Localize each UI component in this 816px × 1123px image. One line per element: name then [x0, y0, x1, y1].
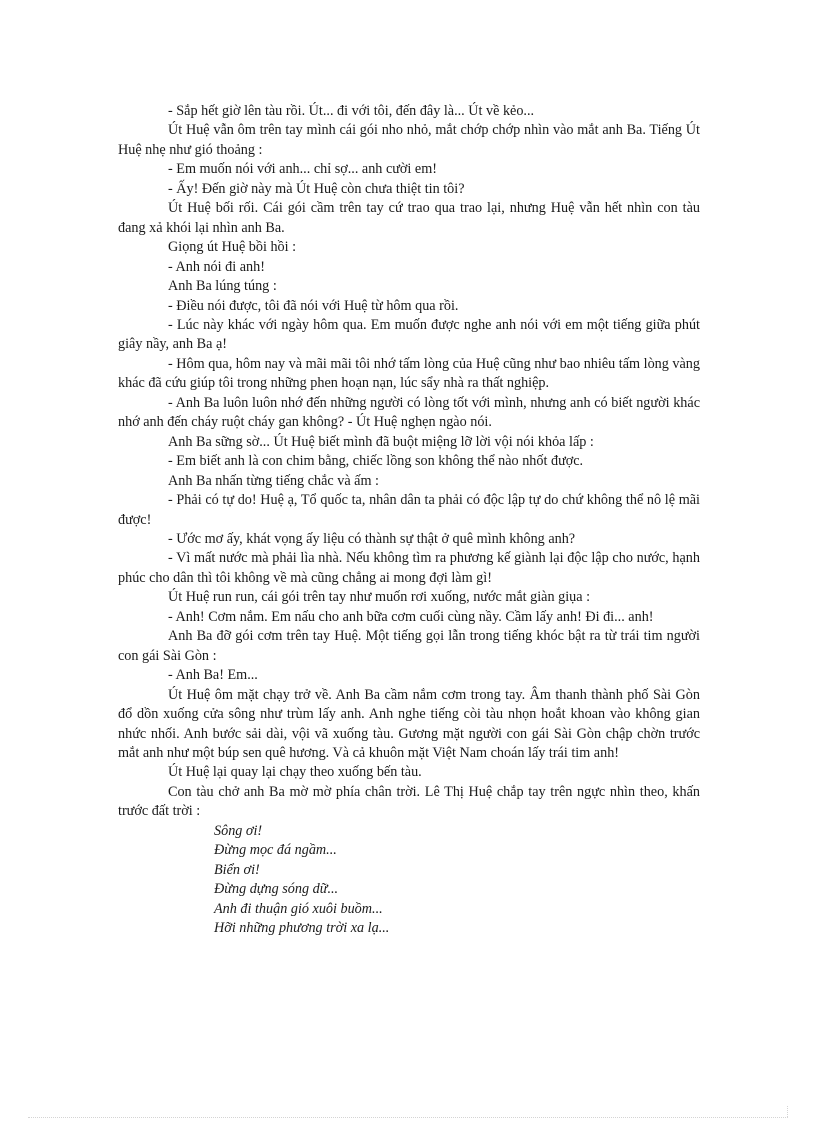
paragraph-23: Út Huệ ôm mặt chạy trở về. Anh Ba cầm nắm cơm trong tay. Âm thanh thành phố Sài Gòn đổ dồn xuống cửa sông như trùm lấy anh. Anh nghe tiếng còi tàu nhọn hoắt khoan vào không gian nhức nhối. Anh bước sải dài, vội vã xuống tàu. Gương mặt người con gái Sài Gòn chập chờn trước mắt anh như một búp sen quê hương. Và cả khuôn mặt Việt Nam choán lấy trái tim anh!: [118, 686, 700, 761]
paragraph-17: - Ước mơ ấy, khát vọng ấy liệu có thành sự thật ở quê mình không anh?: [168, 530, 576, 547]
poem-line-5: Anh đi thuận gió xuôi buồm...: [214, 900, 383, 917]
paragraph-20: - Anh! Cơm nắm. Em nấu cho anh bữa cơm cuối cùng nầy. Cầm lấy anh! Đi đi... anh!: [168, 608, 654, 625]
paragraph-15: Anh Ba nhấn từng tiếng chắc và ấm :: [168, 472, 379, 489]
poem-block: [214, 822, 700, 939]
poem-line-2: Đừng mọc đá ngầm...: [214, 842, 337, 859]
paragraph-9: - Điều nói được, tôi đã nói với Huệ từ hôm qua rồi.: [168, 297, 459, 314]
paragraph-14: - Em biết anh là con chim bằng, chiếc lồng son không thể nào nhốt được.: [168, 453, 584, 470]
paragraph-6: Giọng út Huệ bồi hồi :: [168, 239, 297, 256]
paragraph-12: - Anh Ba luôn luôn nhớ đến những người có lòng tốt với mình, nhưng anh có biết người khác nhớ anh đến cháy ruột cháy gan không? - Út Huệ nghẹn ngào nói.: [118, 394, 700, 431]
paragraph-16: - Phải có tự do! Huệ ạ, Tổ quốc ta, nhân dân ta phải có độc lập tự do chứ không thể nô lệ mãi được!: [118, 492, 700, 528]
paragraph-13: Anh Ba sững sờ... Út Huệ biết mình đã buột miệng lỡ lời vội nói khỏa lấp :: [168, 433, 594, 450]
page-corner-mark: [787, 1106, 788, 1117]
paragraph-2: Út Huệ vẫn ôm trên tay mình cái gói nho nhỏ, mắt chớp chớp nhìn vào mắt anh Ba. Tiếng Út Huệ nhẹ như gió thoảng :: [118, 122, 700, 158]
paragraph-1: - Sắp hết giờ lên tàu rồi. Út... đi với tôi, đến đây là... Út về kẻo...: [168, 103, 535, 119]
paragraph-18: - Vì mất nước mà phải lìa nhà. Nếu không tìm ra phương kế giành lại độc lập cho nước, hạnh phúc cho dân thì tôi không về mà cũng chẳng ai mong đợi làm gì!: [118, 550, 700, 586]
paragraph-22: - Anh Ba! Em...: [168, 667, 258, 684]
paragraph-8: Anh Ba lúng túng :: [168, 278, 277, 295]
paragraph-11: - Hôm qua, hôm nay và mãi mãi tôi nhớ tấm lòng của Huệ cũng như bao nhiêu tấm lòng vàng khác đã cứu giúp tôi trong những phen hoạn nạn, lúc sẩy nhà ra thất nghiệp.: [118, 355, 700, 392]
paragraph-4: - Ấy! Đến giờ này mà Út Huệ còn chưa thiệt tin tôi?: [168, 180, 465, 197]
paragraph-25: Con tàu chở anh Ba mờ mờ phía chân trời. Lê Thị Huệ chắp tay trên ngực nhìn theo, khấn trước đất trời :: [118, 783, 700, 820]
poem-line-6: Hỡi những phương trời xa lạ...: [214, 920, 390, 937]
page-bottom-border: [28, 1117, 788, 1118]
paragraph-5: Út Huệ bối rối. Cái gói cầm trên tay cứ trao qua trao lại, nhưng Huệ vẫn hết nhìn con tàu đang xả khói lại nhìn anh Ba.: [118, 200, 700, 236]
document-body: [118, 102, 700, 938]
paragraph-3: - Em muốn nói với anh... chỉ sợ... anh cười em!: [168, 161, 437, 178]
poem-line-1: Sông ơi!: [214, 822, 263, 839]
paragraph-24: Út Huệ lại quay lại chạy theo xuống bến tàu.: [168, 764, 422, 781]
poem-line-4: Đừng dựng sóng dữ...: [214, 881, 339, 898]
paragraph-21: Anh Ba đỡ gói cơm trên tay Huệ. Một tiếng gọi lẫn trong tiếng khóc bật ra từ trái tim người con gái Sài Gòn :: [118, 628, 700, 664]
paragraph-19: Út Huệ run run, cái gói trên tay như muốn rơi xuống, nước mắt giàn giụa :: [168, 589, 591, 606]
poem-line-3: Biển ơi!: [214, 861, 260, 878]
paragraph-7: - Anh nói đi anh!: [168, 258, 265, 275]
paragraph-10: - Lúc này khác với ngày hôm qua. Em muốn được nghe anh nói với em một tiếng giữa phút giây nầy, anh Ba ạ!: [118, 316, 700, 353]
